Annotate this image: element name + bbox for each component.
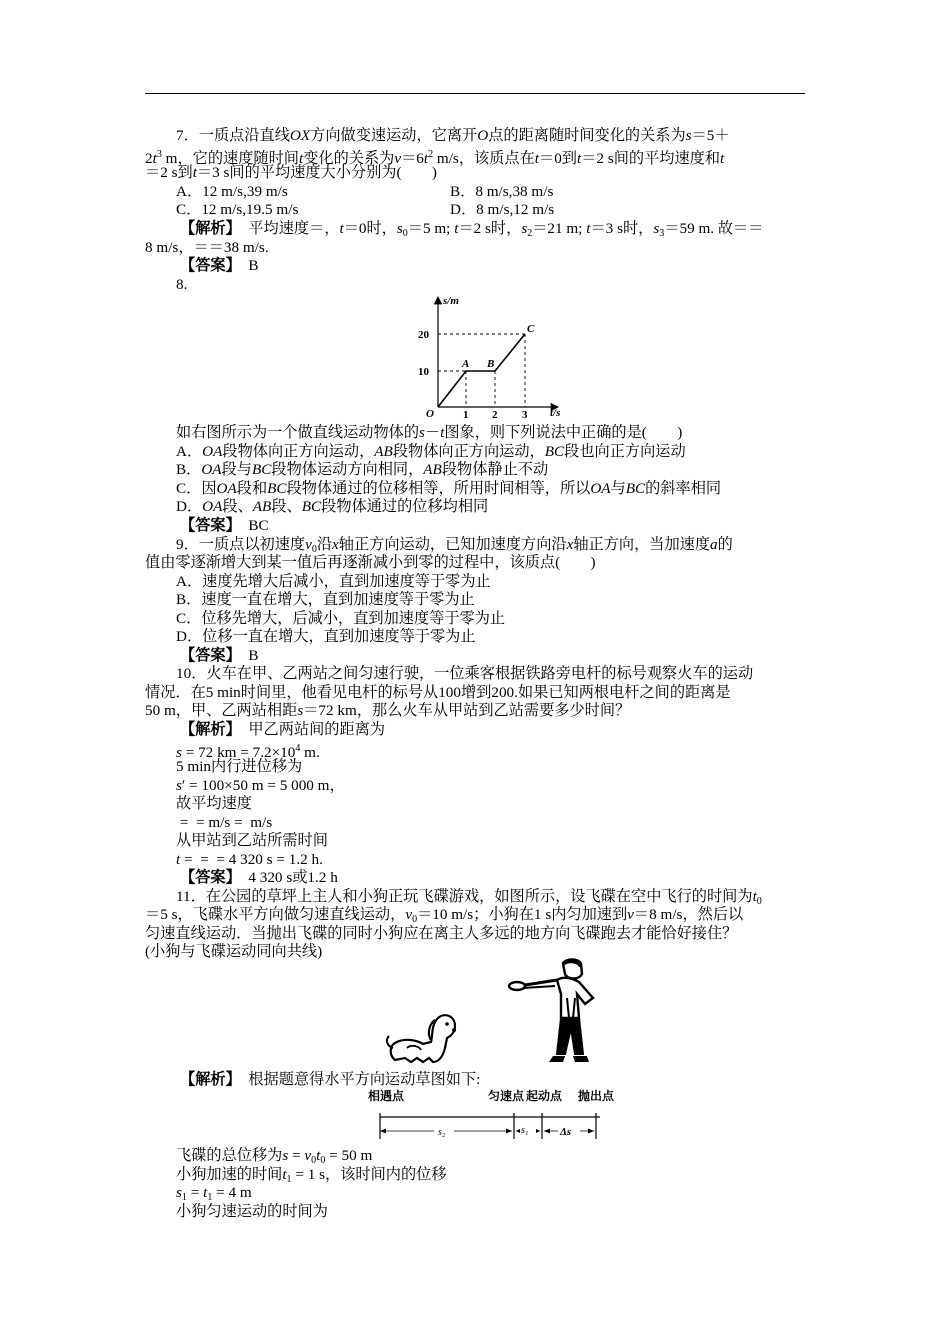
q10-analysis-2: s = 72 km = $7.2\times 10^4$ m. xyxy=(176,743,320,761)
x-tick-2: 2 xyxy=(492,409,498,421)
label-s1: s₁ xyxy=(521,1125,529,1136)
q10-answer: 【答案】 4 320 s或1.2 h xyxy=(180,869,338,886)
q7-option-c: C．12 m/s,19.5 m/s xyxy=(176,201,299,218)
q7-line-1: 7．一质点沿直线OX方向做变速运动，它离开O点的距离随时间变化的关系为s＝5＋ xyxy=(176,127,730,144)
q9-option-b: B．速度一直在增大，直到加速度等于零为止 xyxy=(176,591,475,608)
q8-option-a: A．OA段物体向正方向运动，AB段物体向正方向运动，BC段也向正方向运动 xyxy=(176,443,686,460)
q11-after-3: $s_1 = t_1 = 4$ m xyxy=(176,1184,252,1203)
dog-illustration xyxy=(383,1000,463,1070)
label-start-point: 起动点 xyxy=(526,1089,563,1103)
q7-answer: 【答案】 B xyxy=(180,257,259,274)
q11-line-4: (小狗与飞碟运动同向共线) xyxy=(145,943,323,960)
header-rule xyxy=(145,93,805,94)
x-axis-label: t/s xyxy=(550,407,561,419)
origin-label: O xyxy=(426,408,434,420)
q11-after-1: 飞碟的总位移为$s = v_0t_0 = 50$ m xyxy=(176,1147,373,1166)
q9-option-a: A．速度先增大后减小，直到加速度等于零为止 xyxy=(176,573,491,590)
q11-line-1: 11．在公园的草坪上主人和小狗正玩飞碟游戏，如图所示，设飞碟在空中飞行的时间为$t_0$ xyxy=(176,888,762,907)
q10-analysis-7: 从甲站到乙站所需时间 xyxy=(176,832,328,849)
man-illustration xyxy=(505,958,615,1068)
q8-answer: 【答案】 BC xyxy=(180,517,269,534)
q11-line-2: ＝5 s，飞碟水平方向做匀速直线运动，$v_0=10$ m/s；小狗在1 s内匀加速到v＝8 m/s，然后以 xyxy=(145,906,744,925)
point-b-label: B xyxy=(487,358,495,370)
q9-answer: 【答案】 B xyxy=(180,647,259,664)
q9-line-2: 值由零逐渐增大到某一值后再逐渐减小到零的过程中，该质点( ) xyxy=(145,554,596,571)
q7-option-a: A．12 m/s,39 m/s xyxy=(176,183,288,200)
q9-option-d: D．位移一直在增大，直到加速度等于零为止 xyxy=(176,628,476,645)
point-a-label: A xyxy=(462,358,470,370)
q7-line-3: ＝2 s到t＝3 s间的平均速度大小分别为( ) xyxy=(145,164,437,181)
q10-analysis-8: t = = = 4 320 s = 1.2 h. xyxy=(176,851,323,868)
y-tick-10: 10 xyxy=(418,366,429,378)
x-tick-3: 3 xyxy=(522,409,528,421)
q10-analysis-4: s′ = 100×50 m = 5 000 m， xyxy=(176,777,345,794)
q11-after-2: 小狗加速的时间$t_1 = 1$ s，该时间内的位移 xyxy=(176,1166,447,1185)
q11-analysis: 【解析】 根据题意得水平方向运动草图如下: xyxy=(180,1071,481,1088)
q10-analysis-head: 【解析】 甲乙两站间的距离为 xyxy=(180,721,386,738)
label-s2: s₂ xyxy=(438,1127,446,1138)
motion-sketch xyxy=(360,1087,620,1147)
q10-analysis-6: = = m/s = m/s xyxy=(176,814,273,831)
q10-line-1: 10．火车在甲、乙两站之间匀速行驶，一位乘客根据铁路旁电杆的标号观察火车的运动 xyxy=(176,665,754,682)
q10-line-2: 情况．在5 min时间里，他看见电杆的标号从100增到200.如果已知两根电杆之间的距离是 xyxy=(145,684,731,701)
q7-option-b: B．8 m/s,38 m/s xyxy=(450,183,554,200)
st-graph xyxy=(410,292,590,422)
x-tick-1: 1 xyxy=(463,409,469,421)
label-delta-s: Δs xyxy=(560,1126,572,1138)
q10-line-3: 50 m，甲、乙两站相距s＝72 km，那么火车从甲站到乙站需要多少时间？ xyxy=(145,702,631,719)
q8-option-c: C．因OA段和BC段物体通过的位移相等，所用时间相等，所以OA与BC的斜率相同 xyxy=(176,480,722,497)
q8-number: 8. xyxy=(176,276,188,293)
q10-analysis-5: 故平均速度 xyxy=(176,795,252,812)
point-c-label: C xyxy=(527,323,535,335)
y-axis-label: s/m xyxy=(443,295,459,307)
label-throw-point: 抛出点 xyxy=(578,1089,615,1103)
label-meet-point: 相遇点 xyxy=(368,1089,405,1103)
q9-option-c: C．位移先增大，后减小，直到加速度等于零为止 xyxy=(176,610,506,627)
q9-line-1: 9．一质点以初速度$v_0$沿x轴正方向运动，已知加速度方向沿x轴正方向，当加速度a的 xyxy=(176,536,733,555)
q7-analysis: 【解析】 平均速度＝，t＝0时，$s_0=5$ m; t＝2 s时，$s_2=21$ m; t＝3 s时，$s_3=59$ m. 故＝＝ xyxy=(180,220,764,239)
q7-analysis-2: 8 m/s，＝＝38 m/s. xyxy=(145,239,269,256)
q7-option-d: D．8 m/s,12 m/s xyxy=(450,201,555,218)
q10-analysis-3: 5 min内行进位移为 xyxy=(176,758,303,775)
q8-option-b: B．OA段与BC段物体运动方向相同，AB段物体静止不动 xyxy=(176,461,549,478)
q7-line-2: $2t^3$ m，它的速度随时间t变化的关系为$v=6t^2$ m/s，该质点在t＝0到t＝2 s间的平均速度和t xyxy=(145,149,725,167)
y-tick-20: 20 xyxy=(418,329,429,341)
q11-after-4: 小狗匀速运动的时间为 xyxy=(176,1203,328,1220)
q8-stem: 如右图所示为一个做直线运动物体的s－t图象，则下列说法中正确的是( ) xyxy=(176,424,683,441)
q11-line-3: 匀速直线运动．当抛出飞碟的同时小狗应在离主人多远的地方向飞碟跑去才能恰好接住？ xyxy=(145,925,738,942)
label-uniform-point: 匀速点 xyxy=(488,1089,525,1103)
q8-option-d: D．OA段、AB段、BC段物体通过的位移均相同 xyxy=(176,498,489,515)
